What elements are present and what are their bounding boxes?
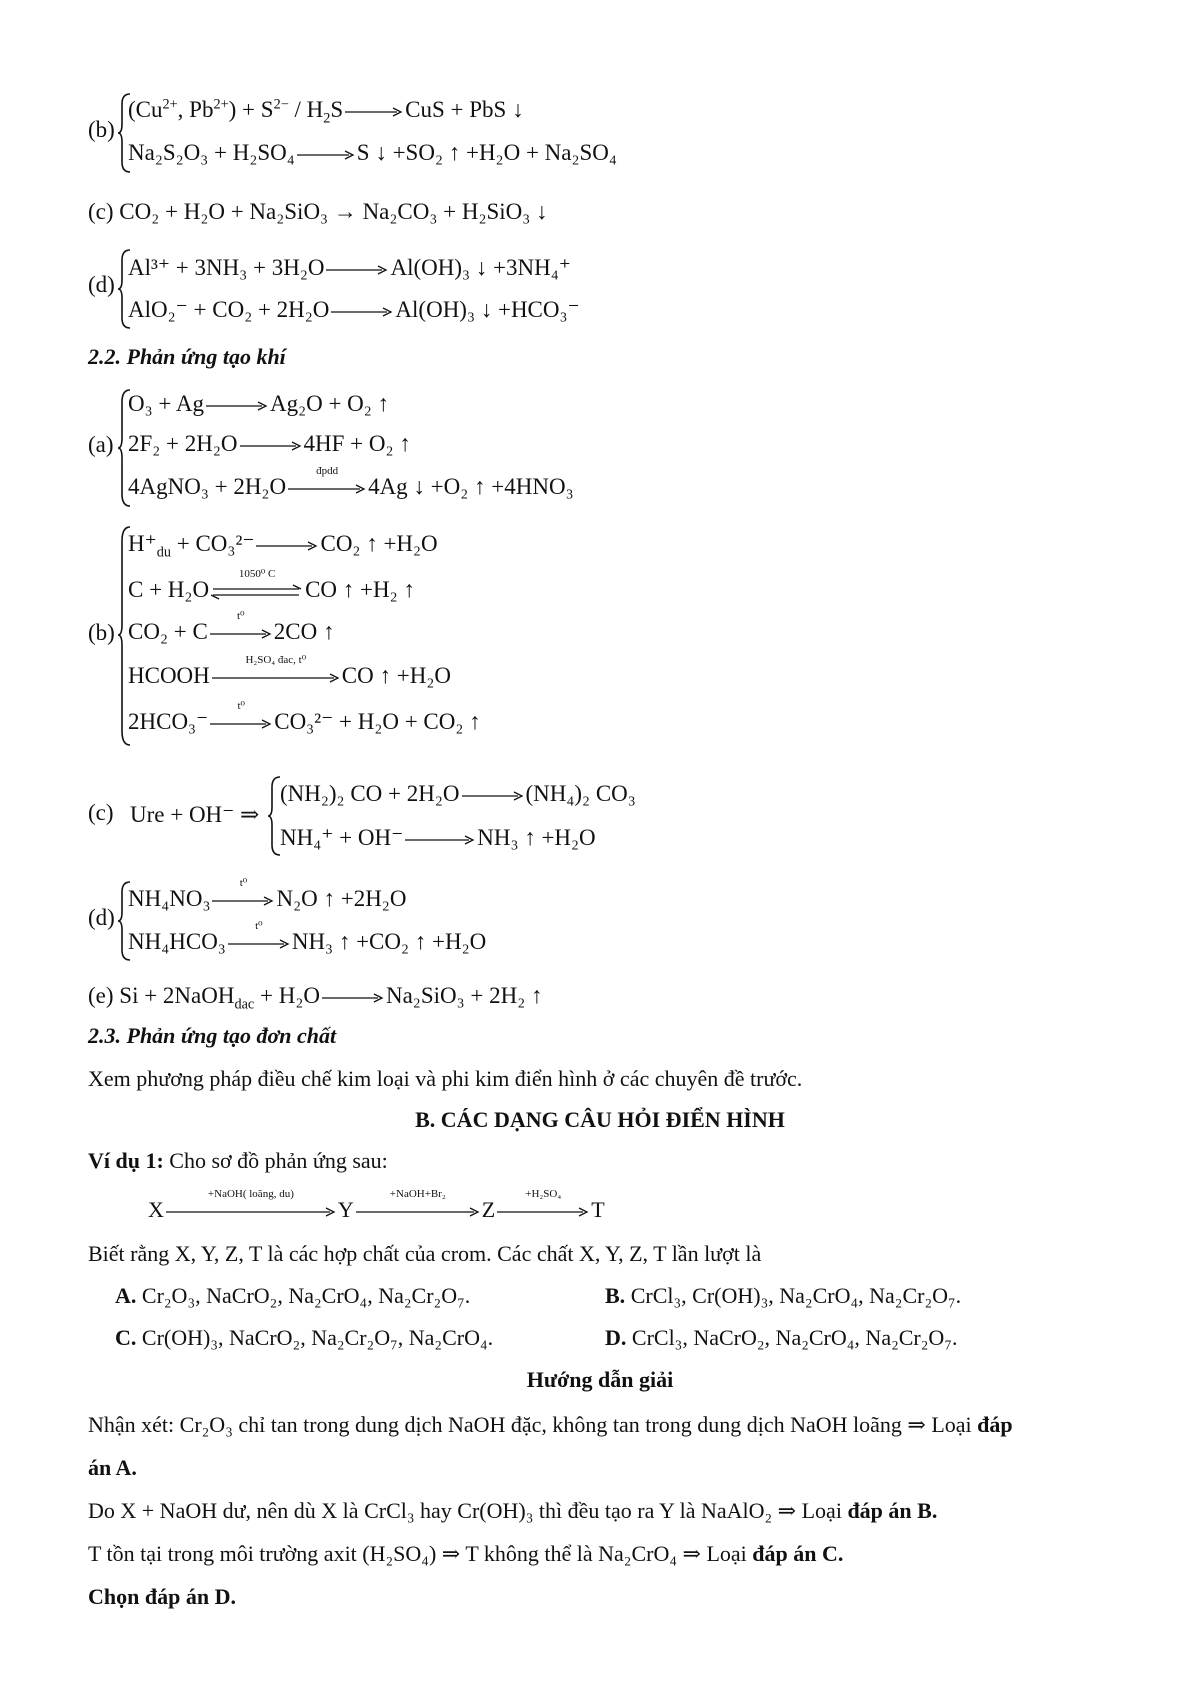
equation <box>128 919 487 954</box>
reaction-arrow <box>326 261 388 279</box>
eq-product: 4HF + O₂ ↑ <box>303 431 411 456</box>
scheme-y: Y <box>337 1197 354 1222</box>
reaction-arrow <box>405 831 475 849</box>
equation <box>128 609 335 644</box>
reaction-arrow <box>345 103 403 121</box>
equation <box>128 464 574 499</box>
equation <box>280 826 596 849</box>
eq-product: S ↓ +SO₂ ↑ +H₂O + Na₂SO₄ <box>356 140 617 165</box>
eq-reactant: + CO₃²⁻ <box>171 531 255 556</box>
reaction-condition: t⁰ <box>237 609 245 622</box>
equation <box>128 653 451 688</box>
option-d[interactable] <box>605 1325 958 1351</box>
eq-part: / H <box>288 97 324 122</box>
option-letter: A. <box>115 1283 137 1308</box>
reaction-arrow <box>356 1187 480 1221</box>
equation-e <box>88 983 543 1013</box>
eq-product: Al(OH)₃ ↓ +3NH₄⁺ <box>390 255 571 280</box>
reaction-arrow <box>228 919 290 953</box>
reaction-arrow <box>256 537 318 555</box>
option-letter: D. <box>605 1325 627 1350</box>
eq-sub: dac <box>234 996 255 1013</box>
reaction-arrow <box>322 989 384 1007</box>
eq-sup: 2+ <box>213 96 229 113</box>
equation <box>128 699 481 734</box>
eq-product: Al(OH)₃ ↓ +HCO₃⁻ <box>395 297 580 322</box>
eq-sup: 2+ <box>162 96 178 113</box>
eq-lhs: Ure + OH⁻ ⇒ <box>130 802 260 827</box>
reaction-condition: t⁰ <box>255 919 263 932</box>
solution-bold: đáp án C. <box>752 1541 844 1566</box>
eq-reactant: NH₄HCO₃ <box>128 929 226 954</box>
option-text: Cr(OH)₃, NaCrO₂, Na₂Cr₂O₇, Na₂CrO₄. <box>136 1325 494 1350</box>
eq-reactant: 4AgNO₃ + 2H₂O <box>128 474 287 499</box>
equation <box>128 531 438 561</box>
scheme-z: Z <box>481 1197 496 1222</box>
eq-product: Ag₂O + O₂ ↑ <box>269 391 390 416</box>
eq-product: CO ↑ +H₂ ↑ <box>305 577 415 602</box>
equilibrium-arrow <box>211 567 303 601</box>
equation <box>128 256 571 279</box>
reaction-arrow <box>212 876 274 910</box>
scheme-x: X <box>148 1197 164 1222</box>
part-title: B. CÁC DẠNG CÂU HỎI ĐIỂN HÌNH <box>415 1107 785 1132</box>
equation <box>280 782 636 805</box>
eq-reactant: 2HCO₃⁻ <box>128 709 209 734</box>
eq-reactant: Al³⁺ + 3NH₃ + 3H₂O <box>128 255 325 280</box>
reaction-arrow <box>210 699 272 733</box>
option-text: Cr₂O₃, NaCrO₂, Na₂CrO₄, Na₂Cr₂O₇. <box>136 1283 471 1308</box>
reaction-condition: +H₂SO₄ <box>525 1187 562 1200</box>
eq-reactant: AlO₂⁻ + CO₂ + 2H₂O <box>128 297 330 322</box>
reaction-arrow <box>206 397 268 415</box>
eq-part: ) + S <box>228 97 274 122</box>
solution-line <box>88 1541 843 1567</box>
reaction-arrow <box>288 464 366 498</box>
eq-reactant: O₃ + Ag <box>128 391 204 416</box>
eq-sub: du <box>156 544 171 561</box>
eq-reactant: H⁺ <box>128 531 157 556</box>
solution-text: Nhận xét: Cr₂O₃ chỉ tan trong dung dịch NaOH đặc, không tan trong dung dịch NaOH loãng ⇒ Loại <box>88 1412 978 1437</box>
reaction-arrow <box>497 1187 589 1221</box>
reaction-arrow <box>331 303 393 321</box>
eq-label-d2: (d) <box>88 905 115 930</box>
section-heading-2-2: 2.2. Phản ứng tạo khí <box>88 344 286 369</box>
option-a[interactable] <box>115 1283 470 1309</box>
eq-label-d: (d) <box>88 272 115 297</box>
equation <box>128 141 617 164</box>
option-b[interactable] <box>605 1283 961 1309</box>
eq-product: 4Ag ↓ +O₂ ↑ +4HNO₃ <box>368 474 574 499</box>
example-text: Cho sơ đồ phản ứng sau: <box>163 1148 388 1173</box>
solution-bold: đáp án B. <box>847 1498 938 1523</box>
solution-line <box>88 1412 1013 1438</box>
section-heading-2-3: 2.3. Phản ứng tạo đơn chất <box>88 1023 337 1048</box>
eq-reactant: CO₂ + C <box>128 619 208 644</box>
eq-reactant: NH₄NO₃ <box>128 886 211 911</box>
equation <box>128 432 411 455</box>
reaction-condition: +NaOH+Br₂ <box>389 1187 446 1200</box>
reaction-arrow <box>462 787 524 805</box>
reaction-condition: t⁰ <box>239 876 248 889</box>
option-letter: B. <box>605 1283 626 1308</box>
reaction-condition: H₂SO₄ đac, t⁰ <box>245 653 307 666</box>
solution-text: Do X + NaOH dư, nên dù X là CrCl₃ hay Cr(OH)₃ thì đều tạo ra Y là NaAlO₂ ⇒ Loại <box>88 1498 848 1523</box>
option-text: CrCl₃, Cr(OH)₃, Na₂CrO₄, Na₂Cr₂O₇. <box>625 1283 962 1308</box>
reaction-condition: 1050⁰ C <box>238 567 276 580</box>
equation <box>128 567 415 602</box>
eq-reactant: NH₄⁺ + OH⁻ <box>280 825 404 850</box>
paragraph: Xem phương pháp điều chế kim loại và phi kim điển hình ở các chuyên đề trước. <box>88 1066 803 1091</box>
option-letter: C. <box>115 1325 137 1350</box>
reaction-arrow <box>240 437 302 455</box>
solution-line <box>88 1498 937 1524</box>
eq-label-b2: (b) <box>88 620 115 645</box>
equation <box>128 392 389 415</box>
solution-bold: đáp <box>977 1412 1013 1437</box>
solution-bold: Chọn đáp án D. <box>88 1584 236 1609</box>
eq-reactant: C + H₂O <box>128 577 210 602</box>
reaction-arrow <box>212 653 340 687</box>
eq-reactant: Si + 2NaOH <box>119 983 235 1008</box>
question-text: Biết rằng X, Y, Z, T là các hợp chất của crom. Các chất X, Y, Z, T lần lượt là <box>88 1241 762 1266</box>
solution-title: Hướng dẫn giải <box>526 1367 674 1392</box>
reaction-arrow <box>210 609 272 643</box>
reaction-condition: t⁰ <box>237 699 245 712</box>
eq-product: N₂O ↑ +2H₂O <box>276 886 407 911</box>
equation-c: (c) CO₂ + H₂O + Na₂SiO₃ → Na₂CO₃ + H₂SiO₃ ↓ <box>88 199 548 224</box>
eq-reactant: Na₂S₂O₃ + H₂SO₄ <box>128 140 295 165</box>
eq-part: (Cu <box>128 97 163 122</box>
eq-product: CO₃²⁻ + H₂O + CO₂ ↑ <box>274 709 481 734</box>
equation <box>128 876 407 911</box>
eq-part: , Pb <box>177 97 214 122</box>
option-text: CrCl₃, NaCrO₂, Na₂CrO₄, Na₂Cr₂O₇. <box>626 1325 958 1350</box>
reaction-condition: +NaOH( loãng, du) <box>207 1187 294 1200</box>
reaction-condition: đpdd <box>316 464 339 477</box>
option-c[interactable] <box>115 1325 493 1351</box>
eq-product: CO₂ ↑ +H₂O <box>320 531 438 556</box>
eq-reactant: HCOOH <box>128 663 210 688</box>
reaction-arrow <box>297 146 355 164</box>
eq-product: (NH₄)₂ CO₃ <box>525 781 636 806</box>
solution-bold: án A. <box>88 1455 137 1480</box>
eq-product: NH₃ ↑ +CO₂ ↑ +H₂O <box>291 929 487 954</box>
eq-product: Na₂SiO₃ + 2H₂ ↑ <box>385 983 543 1008</box>
solution-text: T tồn tại trong môi trường axit (H₂SO₄) ⇒ T không thể là Na₂CrO₄ ⇒ Loại <box>88 1541 753 1566</box>
reaction-scheme <box>148 1187 605 1222</box>
example-intro <box>88 1148 388 1174</box>
eq-product: NH₃ ↑ +H₂O <box>477 825 596 850</box>
solution-line <box>88 1455 137 1481</box>
example-label: Ví dụ 1: <box>88 1148 164 1173</box>
eq-reactant: + H₂O <box>254 983 320 1008</box>
eq-sup: 2− <box>273 96 289 113</box>
reaction-arrow <box>166 1187 336 1221</box>
eq-label-e: (e) <box>88 983 114 1008</box>
eq-product: CuS + PbS ↓ <box>405 97 524 122</box>
scheme-t: T <box>591 1197 605 1222</box>
eq-reactant: 2F₂ + 2H₂O <box>128 431 238 456</box>
eq-label-a: (a) <box>88 432 114 457</box>
equation: ($Cu^{2+}$, $Pb^{2+}) + S^{2-} / H_2S$ CuS + PbS ↓ <box>128 96 524 127</box>
eq-reactant: (NH₂)₂ CO + 2H₂O <box>280 781 460 806</box>
solution-answer <box>88 1584 236 1610</box>
eq-label-b: (b) <box>88 117 115 142</box>
eq-product: CO ↑ +H₂O <box>341 663 451 688</box>
eq-label-c2: (c) <box>88 800 114 825</box>
eq-product: 2CO ↑ <box>273 619 335 644</box>
equation <box>128 298 580 321</box>
